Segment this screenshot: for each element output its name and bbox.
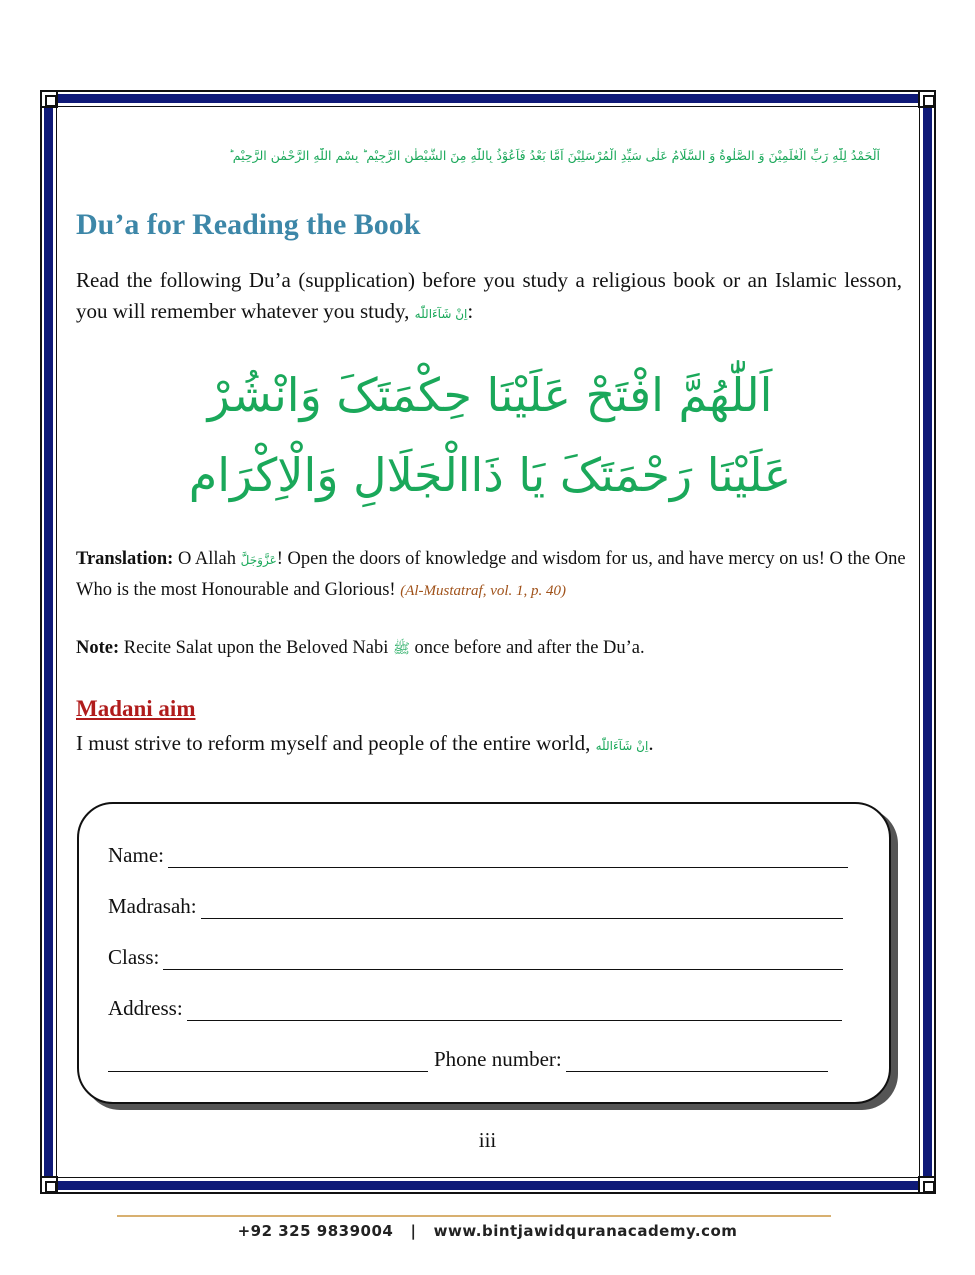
note-label: Note: [76, 638, 120, 658]
footer-phone: +92 325 9839004 [237, 1222, 394, 1240]
corner-ornament-top-right [918, 90, 936, 108]
dua-line-2: عَلَیْنَا رَحْمَتَکَ یَا ذَاالْجَلَالِ وَالْاِکْرَام [188, 448, 792, 502]
page-title: Du’a for Reading the Book [76, 208, 421, 241]
address-continuation-field[interactable] [108, 1051, 428, 1072]
footer-separator: | [410, 1222, 417, 1240]
intro-text: Read the following Du’a (supplication) before you study a religious book or an Islamic lesson, you will remember whatever you study, [76, 268, 902, 323]
form-row-address [108, 996, 842, 1021]
form-row-phone [108, 1047, 828, 1072]
arabic-header-line: اَلْحَمْدُ لِلّٰهِ رَبِّ الْعٰلَمِیْنَ وَ الصَّلٰوةُ وَ السَّلَامُ عَلٰی سَیِّدِ الْمُرْسَلِیْنَ اَمَّا بَعْدُ فَاَعُوْذُ بِاللّٰهِ مِنَ الشَّیْطٰنِ الرَّجِیْمِ ؕ بِسْمِ اللّٰهِ الرَّحْمٰنِ الرَّحِیْمِ ؕ [228, 148, 880, 163]
madani-aim-end: . [648, 731, 654, 755]
class-field[interactable] [163, 949, 843, 970]
name-label: Name: [108, 843, 164, 867]
corner-ornament-top-left [40, 90, 58, 108]
translation-label: Translation: [76, 549, 174, 569]
intro-paragraph [76, 265, 902, 330]
address-label: Address: [108, 996, 183, 1020]
madani-aim-paragraph [76, 728, 902, 762]
phone-label: Phone number: [434, 1047, 562, 1071]
phone-field[interactable] [566, 1051, 828, 1072]
madrasah-label: Madrasah: [108, 894, 197, 918]
class-label: Class: [108, 945, 160, 969]
madani-aim-text: I must strive to reform myself and people of the entire world, [76, 731, 591, 755]
name-field[interactable] [168, 847, 848, 868]
note-paragraph [76, 633, 906, 664]
note-text-after: once before and after the Du’a. [414, 638, 645, 658]
inline-arabic-azzawajal: عَزَّوَجَلَّ [240, 553, 277, 567]
footer [0, 1222, 975, 1240]
corner-ornament-bottom-left [40, 1176, 58, 1194]
form-row-class [108, 945, 843, 970]
inline-arabic-inshaallah-2: اِنْ شَآءَاللّٰه [595, 739, 649, 753]
madani-aim-heading: Madani aim [76, 696, 196, 721]
dua-line-1: اَللّٰھُمَّ افْتَحْ عَلَیْنَا حِکْمَتَکَ وَانْشُرْ [207, 368, 773, 422]
footer-website-link[interactable]: www.bintjawidquranacademy.com [433, 1222, 738, 1240]
inline-arabic-inshaallah: اِنْ شَآءَاللّٰه [414, 307, 468, 321]
translation-text-after: ! Open the doors of knowledge and wisdom for us, and have mercy on us! O the One Who is the most Honourable and Glorious! [76, 549, 906, 600]
footer-divider [117, 1215, 831, 1217]
form-row-madrasah [108, 894, 843, 919]
form-row-name [108, 843, 848, 868]
page-number: iii [478, 1128, 497, 1152]
address-field[interactable] [187, 1000, 842, 1021]
note-text-before: Recite Salat upon the Beloved Nabi [123, 638, 389, 658]
intro-end: : [467, 299, 474, 323]
translation-reference: (Al-Mustatraf, vol. 1, p. 40) [400, 583, 567, 599]
translation-text-before: O Allah [177, 549, 237, 569]
salat-symbol-icon: ﷺ [393, 641, 410, 657]
corner-ornament-bottom-right [918, 1176, 936, 1194]
translation-paragraph [76, 544, 906, 606]
madrasah-field[interactable] [201, 898, 843, 919]
